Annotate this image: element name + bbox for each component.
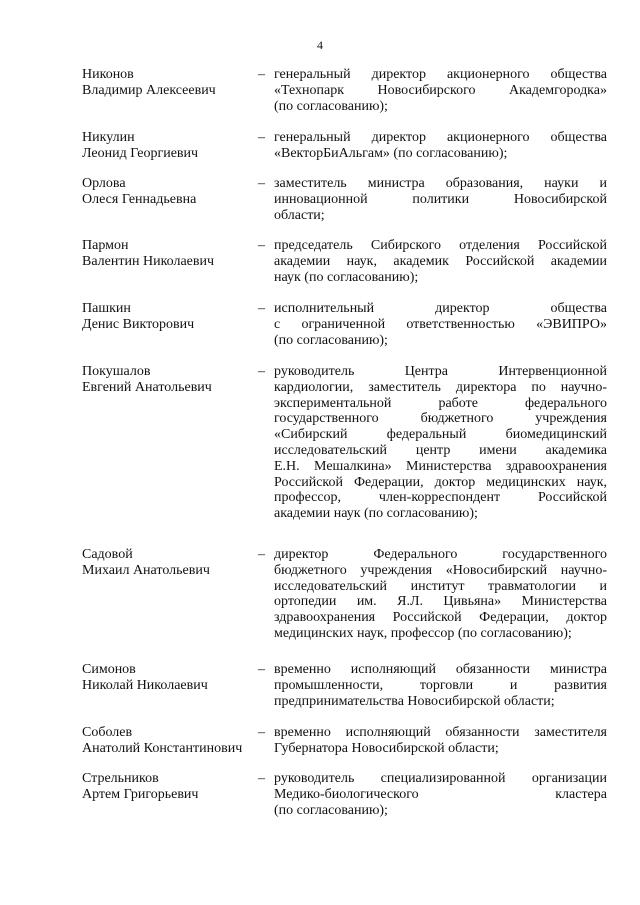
position-line: медицинских наук, профессор (по согласованию); xyxy=(274,625,572,641)
page-number: 4 xyxy=(317,38,323,52)
dash-separator: – xyxy=(258,176,265,191)
dash-separator: – xyxy=(258,130,265,145)
member-position xyxy=(274,130,607,162)
position-line: временно исполняющий обязанности заместителя xyxy=(274,725,607,740)
member-given-names: Леонид Георгиевич xyxy=(82,145,199,161)
member-given-names: Владимир Алексеевич xyxy=(82,82,216,98)
position-line: предпринимательства Новосибирской области; xyxy=(274,693,555,709)
member-name xyxy=(82,725,257,757)
dash-separator: – xyxy=(258,725,265,740)
position-line: генеральный директор акционерного общества xyxy=(274,67,607,82)
member-surname: Стрельников xyxy=(82,771,159,786)
position-line: инновационной политики Новосибирской xyxy=(274,191,607,207)
member-given-names: Михаил Анатольевич xyxy=(82,562,210,578)
position-line: Медико-биологического кластера xyxy=(274,786,607,802)
member-given-names: Денис Викторович xyxy=(82,316,195,332)
position-line: Е.Н. Мешалкина» Министерства здравоохранения xyxy=(274,458,607,474)
member-name xyxy=(82,662,257,694)
position-line: генеральный директор акционерного общества xyxy=(274,130,607,145)
member-given-names: Артем Григорьевич xyxy=(82,786,199,802)
position-line: «Технопарк Новосибирского Академгородка» xyxy=(274,82,607,98)
position-line: исследовательский институт травматологии и xyxy=(274,578,607,594)
member-position xyxy=(274,662,607,709)
member-surname: Никонов xyxy=(82,67,134,82)
member-surname: Садовой xyxy=(82,547,133,562)
position-line: (по согласованию); xyxy=(274,332,388,348)
member-name xyxy=(82,364,257,396)
position-line: здравоохранения Российской Федерации, доктор xyxy=(274,610,607,626)
position-line: временно исполняющий обязанности министра xyxy=(274,662,607,677)
member-surname: Никулин xyxy=(82,130,135,145)
member-surname: Симонов xyxy=(82,662,136,677)
position-line: исполнительный директор общества xyxy=(274,301,607,316)
position-line: Губернатора Новосибирской области; xyxy=(274,740,499,756)
member-surname: Орлова xyxy=(82,176,126,191)
position-line: директор Федерального государственного xyxy=(274,547,607,562)
member-position xyxy=(274,238,607,285)
position-line: заместитель министра образования, науки и xyxy=(274,176,607,191)
member-surname: Пармон xyxy=(82,238,129,253)
member-name xyxy=(82,176,257,208)
position-line: бюджетного учреждения «Новосибирский научно- xyxy=(274,562,607,578)
dash-separator: – xyxy=(258,238,265,253)
position-line: области; xyxy=(274,207,325,223)
member-given-names: Евгений Анатольевич xyxy=(82,379,212,395)
member-position xyxy=(274,725,607,757)
position-line: руководитель специализированной организации xyxy=(274,771,607,786)
member-position xyxy=(274,364,607,522)
member-surname: Покушалов xyxy=(82,364,151,379)
position-line: ортопедии им. Я.Л. Цивьяна» Министерства xyxy=(274,594,607,610)
member-position xyxy=(274,301,607,348)
member-given-names: Анатолий Константинович xyxy=(82,740,243,756)
position-line: Российской Федерации, доктор медицинских наук, xyxy=(274,474,607,490)
position-line: академии наук, академик Российской академии xyxy=(274,253,607,269)
dash-separator: – xyxy=(258,67,265,82)
member-given-names: Олеся Геннадьевна xyxy=(82,191,197,207)
dash-separator: – xyxy=(258,771,265,786)
member-name xyxy=(82,547,257,579)
position-line: кардиологии, заместитель директора по научно- xyxy=(274,379,607,395)
member-position xyxy=(274,547,607,642)
position-line: руководитель Центра Интервенционной xyxy=(274,364,607,379)
position-line: с ограниченной ответственностью «ЭВИПРО» xyxy=(274,316,607,332)
member-given-names: Николай Николаевич xyxy=(82,677,208,693)
member-name xyxy=(82,130,257,162)
member-surname: Пашкин xyxy=(82,301,131,316)
position-line: промышленности, торговли и развития xyxy=(274,677,607,693)
position-line: наук (по согласованию); xyxy=(274,269,419,285)
member-name xyxy=(82,771,257,803)
dash-separator: – xyxy=(258,301,265,316)
member-name xyxy=(82,238,257,270)
member-surname: Соболев xyxy=(82,725,133,740)
member-position xyxy=(274,67,607,114)
position-line: профессор, член-корреспондент Российской xyxy=(274,490,607,506)
position-line: председатель Сибирского отделения Российской xyxy=(274,238,607,253)
position-line: «ВекторБиАльгам» (по согласованию); xyxy=(274,145,508,161)
position-line: (по согласованию); xyxy=(274,802,388,818)
position-line: (по согласованию); xyxy=(274,98,388,114)
position-line: экспериментальной работе федерального xyxy=(274,395,607,411)
dash-separator: – xyxy=(258,662,265,677)
position-line: академии наук (по согласованию); xyxy=(274,506,478,522)
position-line: государственного бюджетного учреждения xyxy=(274,411,607,427)
position-line: «Сибирский федеральный биомедицинский xyxy=(274,427,607,443)
member-position xyxy=(274,771,607,818)
position-line: исследовательский центр имени академика xyxy=(274,442,607,458)
member-given-names: Валентин Николаевич xyxy=(82,253,215,269)
member-name xyxy=(82,67,257,99)
member-position xyxy=(274,176,607,223)
dash-separator: – xyxy=(258,547,265,562)
dash-separator: – xyxy=(258,364,265,379)
member-name xyxy=(82,301,257,333)
